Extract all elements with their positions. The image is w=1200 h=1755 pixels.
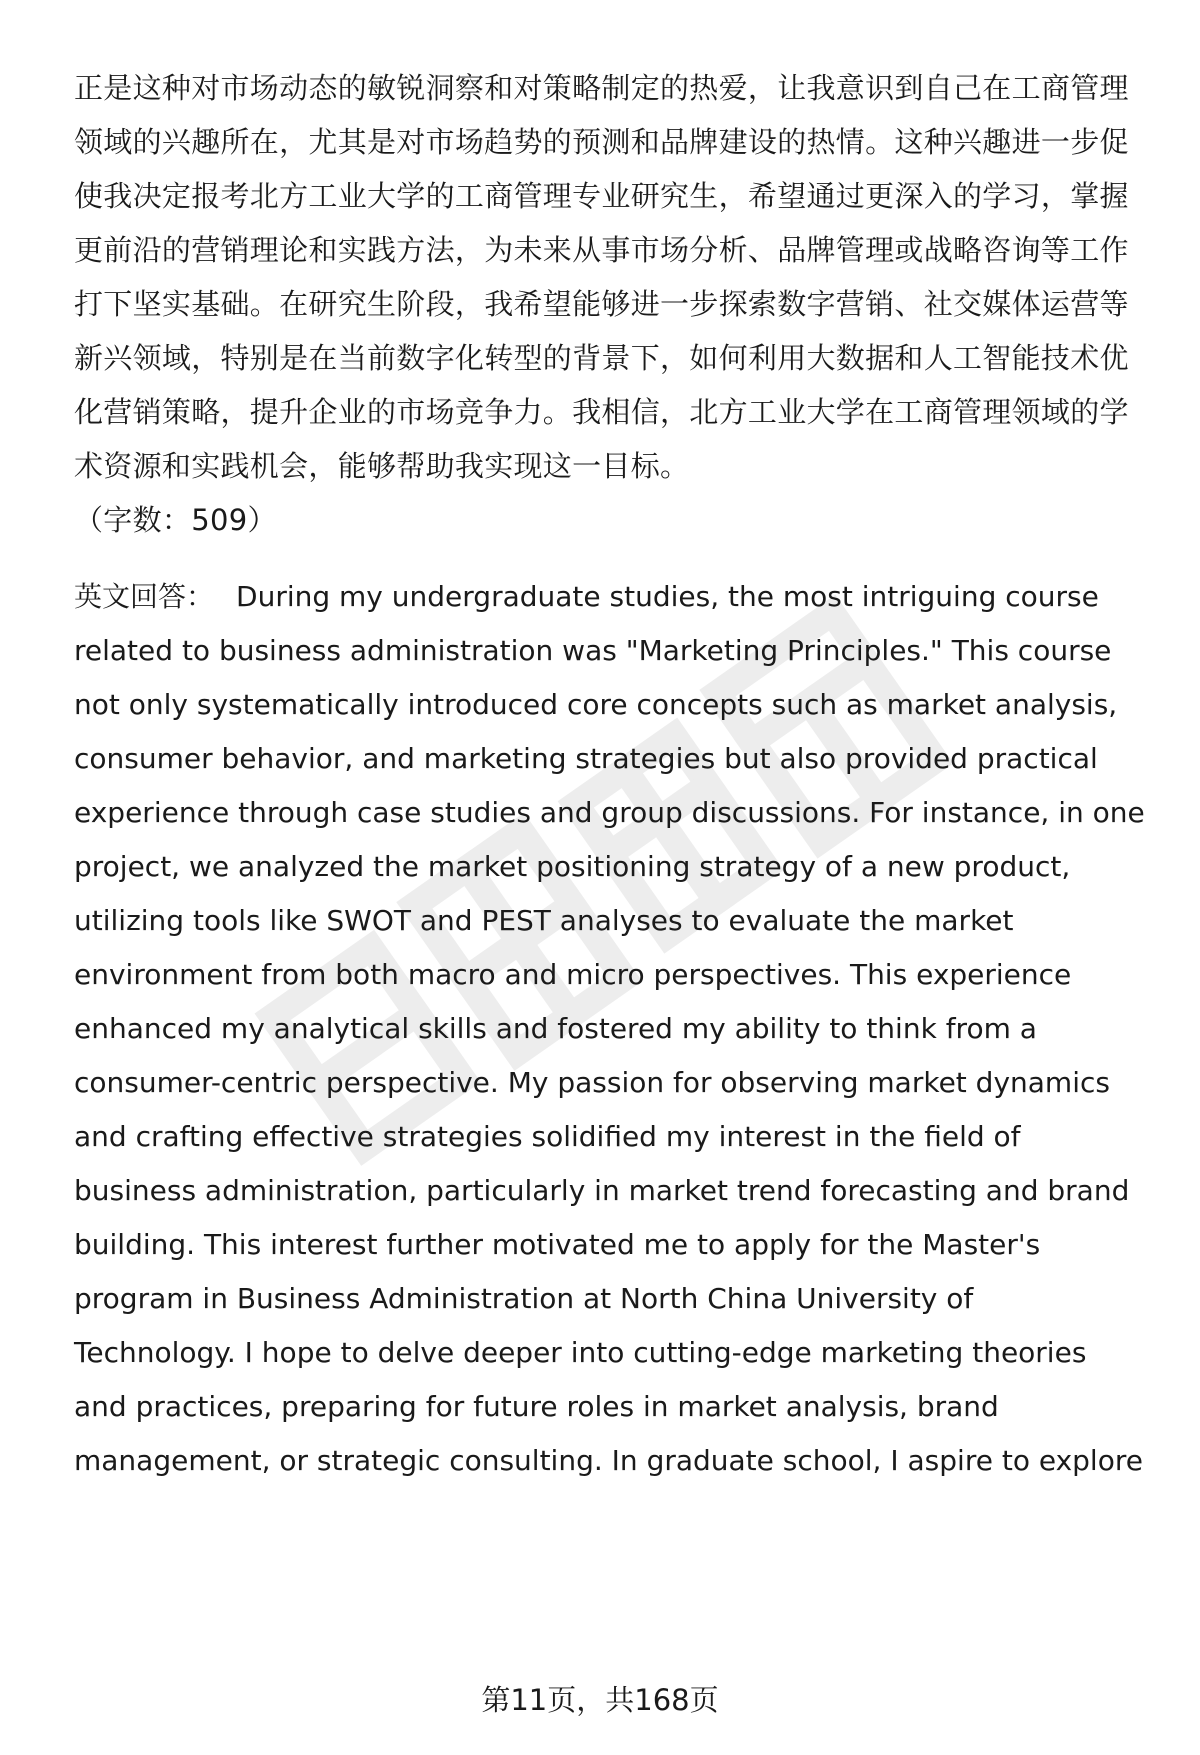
english-line-8: enhanced my analytical skills and fostered my ability to think from a (74, 1012, 1037, 1045)
english-line-7: environment from both macro and micro perspectives. This experience (74, 958, 1072, 991)
english-line-9: consumer-centric perspective. My passion for observing market dynamics (74, 1066, 1110, 1099)
english-line-13: program in Business Administration at North China University of (74, 1282, 974, 1315)
english-first-line (74, 577, 1099, 617)
english-line-16: management, or strategic consulting. In graduate school, I aspire to explore (74, 1444, 1143, 1477)
english-line-2: not only systematically introduced core concepts such as market analysis, (74, 688, 1118, 721)
page-footer: 第11页，共168页 (481, 1683, 719, 1717)
chinese-line-7: 化营销策略，提升企业的市场竞争力。我相信，北方工业大学在工商管理领域的学 (74, 395, 1129, 429)
english-line-4: experience through case studies and group discussions. For instance, in one (74, 796, 1145, 829)
english-line-3: consumer behavior, and marketing strategies but also provided practical (74, 742, 1098, 775)
word-count: （字数：509） (74, 503, 277, 537)
english-line-1: related to business administration was "Marketing Principles." This course (74, 634, 1112, 667)
chinese-line-4: 更前沿的营销理论和实践方法，为未来从事市场分析、品牌管理或战略咨询等工作 (74, 233, 1129, 267)
english-answer-label: 英文回答： (74, 580, 215, 613)
english-line-12: building. This interest further motivated me to apply for the Master's (74, 1228, 1041, 1261)
chinese-line-1: 正是这种对市场动态的敏锐洞察和对策略制定的热爱，让我意识到自己在工商管理 (74, 71, 1129, 105)
chinese-line-8: 术资源和实践机会，能够帮助我实现这一目标。 (74, 449, 690, 483)
chinese-line-2: 领域的兴趣所在，尤其是对市场趋势的预测和品牌建设的热情。这种兴趣进一步促 (74, 125, 1129, 159)
english-line-5: project, we analyzed the market positioning strategy of a new product, (74, 850, 1071, 883)
chinese-line-3: 使我决定报考北方工业大学的工商管理专业研究生，希望通过更深入的学习，掌握 (74, 179, 1129, 213)
english-line-15: and practices, preparing for future roles in market analysis, brand (74, 1390, 999, 1423)
english-line-0: During my undergraduate studies, the most intriguing course (236, 580, 1099, 613)
chinese-line-6: 新兴领域，特别是在当前数字化转型的背景下，如何利用大数据和人工智能技术优 (74, 341, 1129, 375)
english-line-10: and crafting effective strategies solidified my interest in the field of (74, 1120, 1021, 1153)
english-line-14: Technology. I hope to delve deeper into cutting-edge marketing theories (74, 1336, 1087, 1369)
english-line-11: business administration, particularly in market trend forecasting and brand (74, 1174, 1130, 1207)
english-line-6: utilizing tools like SWOT and PEST analyses to evaluate the market (74, 904, 1014, 937)
chinese-line-5: 打下坚实基础。在研究生阶段，我希望能够进一步探索数字营销、社交媒体运营等 (74, 287, 1129, 321)
